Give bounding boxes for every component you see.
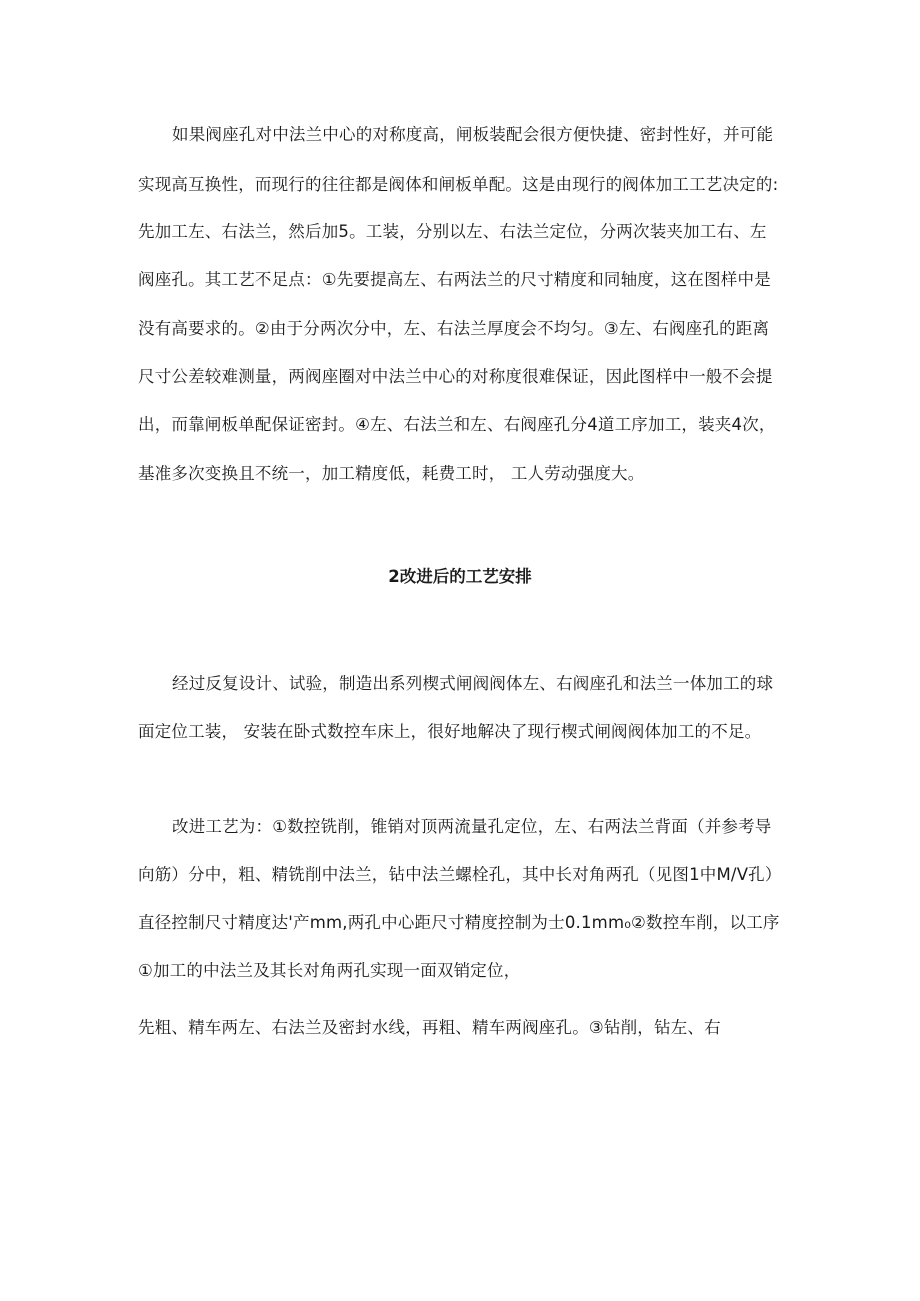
paragraph-3-line: 直径控制尺寸精度达'产mm,两孔中心距尺寸精度控制为士0.1mm₀②数控车削，以工序 [138, 913, 780, 932]
paragraph-3-line: ①加工的中法兰及其长对角两孔实现一面双销定位， [138, 961, 521, 980]
section-heading: 2改进后的工艺安排 [388, 567, 532, 586]
paragraph-4-line: 先粗、精车两左、右法兰及密封水线，再粗、精车两阀座孔。③钻削，钻左、右 [138, 1018, 721, 1037]
paragraph-1-line: 没有高要求的。②由于分两次分中，左、右法兰厚度会不均匀。③左、右阀座孔的距离 [138, 319, 770, 338]
paragraph-1-line: 阀座孔。其工艺不足点：①先要提高左、右两法兰的尺寸精度和同轴度，这在图样中是 [138, 270, 771, 289]
paragraph-1-line: 实现高互换性，而现行的往往都是阀体和闸板单配。这是由现行的阀体加工工艺决定的: [138, 175, 779, 194]
paragraph-1-line: 如果阀座孔对中法兰中心的对称度高，闸板装配会很方便快捷、密封性好，并可能 [172, 125, 774, 144]
paragraph-2-line: 面定位工装， 安装在卧式数控车床上，很好地解决了现行楔式闸阀阀体加工的不足。 [138, 722, 762, 741]
paragraph-2-line: 经过反复设计、试验，制造出系列楔式闸阀阀体左、右阀座孔和法兰一体加工的球 [172, 674, 774, 693]
paragraph-1-line: 尺寸公差较难测量，两阀座圈对中法兰中心的对称度很难保证，因此图样中一般不会提 [138, 367, 773, 386]
paragraph-3-line: 改进工艺为：①数控铣削，锥销对顶两流量孔定位，左、右两法兰背面（并参考导 [172, 817, 772, 836]
paragraph-1-line: 先加工左、右法兰，然后加5。工装，分别以左、右法兰定位，分两次装夹加工右、左 [138, 222, 767, 241]
paragraph-1-line: 基准多次变换且不统一，加工精度低，耗费工时， 工人劳动强度大。 [138, 464, 645, 483]
paragraph-1-line: 出，而靠闸板单配保证密封。④左、右法兰和左、右阀座孔分4道工序加工，装夹4次， [138, 415, 776, 434]
paragraph-3-line: 向筋）分中，粗、精铣削中法兰，钻中法兰螺栓孔，其中长对角两孔（见图1中M/V孔） [138, 865, 782, 884]
